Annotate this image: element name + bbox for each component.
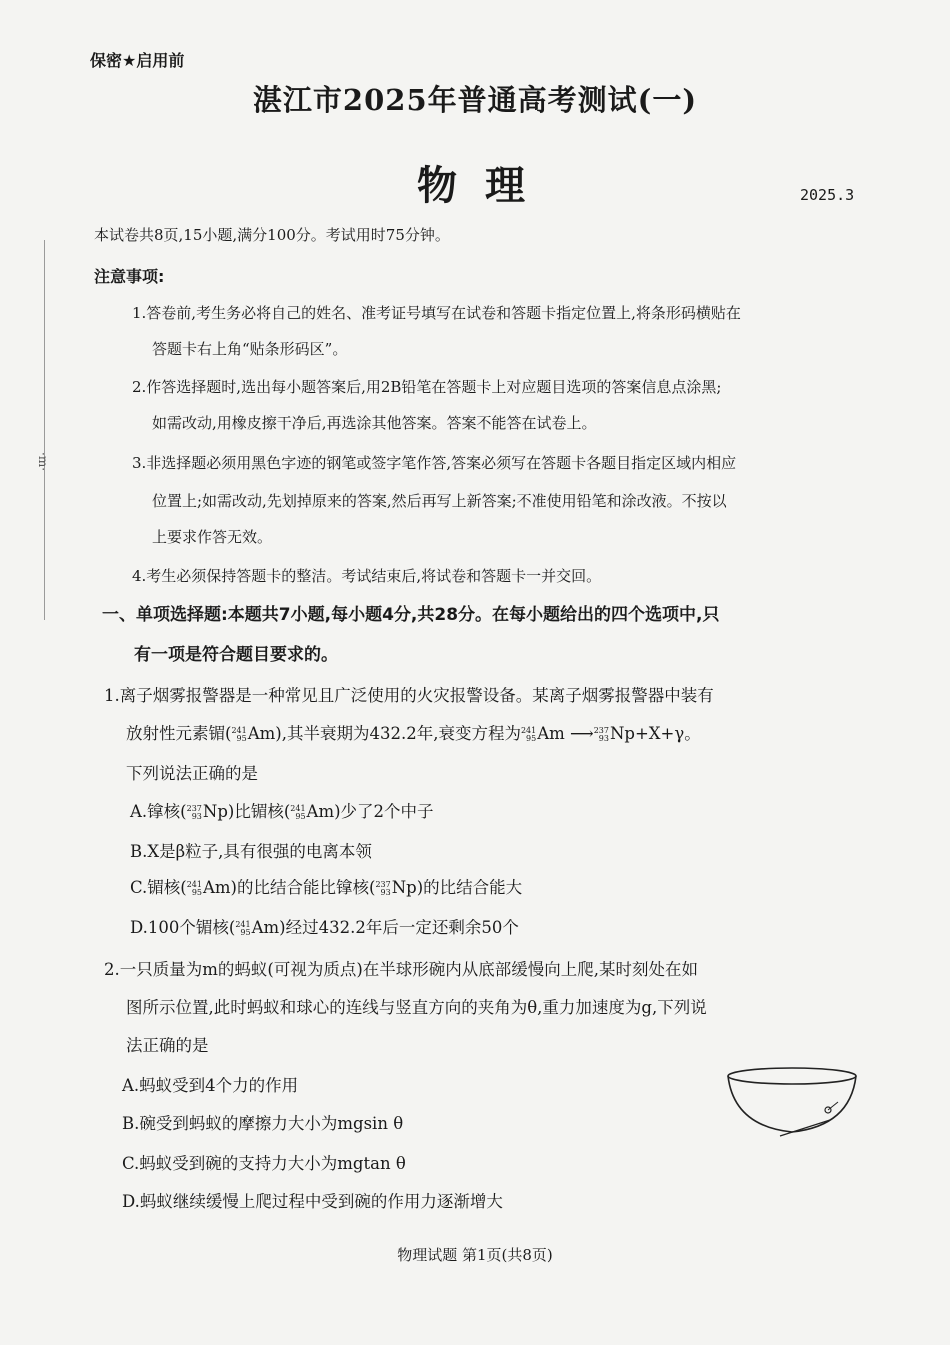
binding-margin-mark: ·m· [36, 452, 50, 472]
question-1-line: 下列说法正确的是 [126, 764, 258, 783]
page-footer: 物理试题 第1页(共8页) [397, 1246, 553, 1264]
binding-margin-line [44, 240, 45, 620]
q1-option-a[interactable]: A.镎核(237 93Np)比镅核(241 95Am)少了2个中子 [130, 802, 434, 821]
q2-option-c[interactable]: C.蚂蚁受到碗的支持力大小为mgtan θ [122, 1154, 406, 1173]
question-1-line [126, 720, 701, 744]
notice-line: 1.答卷前,考生务必将自己的姓名、准考证号填写在试卷和答题卡指定位置上,将条形码横贴在 [132, 304, 741, 322]
notice-line: 4.考生必须保持答题卡的整洁。考试结束后,将试卷和答题卡一并交回。 [132, 567, 602, 585]
confidential-label: 保密★启用前 [90, 51, 185, 70]
isotope-am: 241 95 [186, 879, 202, 897]
q2-option-d[interactable]: D.蚂蚁继续缓慢上爬过程中受到碗的作用力逐渐增大 [122, 1192, 503, 1211]
ant-leg [828, 1102, 838, 1110]
exam-intro: 本试卷共8页,15小题,满分100分。考试用时75分钟。 [94, 226, 450, 244]
question-2-line: 2.一只质量为m的蚂蚁(可视为质点)在半球形碗内从底部缓慢向上爬,某时刻处在如 [104, 960, 699, 979]
q1-text: Np+X+γ。 [609, 724, 701, 743]
notice-line: 2.作答选择题时,选出每小题答案后,用2B铅笔在答题卡上对应题目选项的答案信息点涂黑; [132, 378, 722, 396]
isotope-np: 237 93 [375, 879, 391, 897]
notice-line: 答题卡右上角“贴条形码区”。 [152, 340, 348, 358]
q1-option-b[interactable]: B.X是β粒子,具有很强的电离本领 [130, 842, 372, 861]
bowl-figure [720, 1064, 870, 1144]
q2-option-b[interactable]: B.碗受到蚂蚁的摩擦力大小为mgsin θ [122, 1114, 404, 1133]
question-1-line: 1.离子烟雾报警器是一种常见且广泛使用的火灾报警设备。某离子烟雾报警器中装有 [104, 686, 714, 705]
question-2-line: 法正确的是 [126, 1036, 209, 1055]
q1-text: Am),其半衰期为432.2年,衰变方程为 [247, 724, 521, 743]
notice-line: 3.非选择题必须用黑色字迹的钢笔或签字笔作答,答案必须写在答题卡各题目指定区域内相应 [132, 454, 737, 472]
isotope-am: 241 95 [235, 919, 251, 937]
notice-line: 如需改动,用橡皮擦干净后,再选涂其他答案。答案不能答在试卷上。 [152, 414, 597, 432]
notice-line: 位置上;如需改动,先划掉原来的答案,然后再写上新答案;不准使用铅笔和涂改液。不按以 [152, 492, 727, 510]
bowl-rim [728, 1068, 856, 1084]
subject-title: 物理 [417, 162, 553, 209]
question-2-line: 图所示位置,此时蚂蚁和球心的连线与竖直方向的夹角为θ,重力加速度为g,下列说 [126, 998, 707, 1017]
isotope-am: 241 95 [520, 725, 537, 743]
isotope-am: 241 95 [231, 725, 247, 743]
section-heading: 一、单项选择题:本题共7小题,每小题4分,共28分。在每小题给出的四个选项中,只 [102, 605, 720, 625]
isotope-np: 237 93 [593, 725, 609, 743]
q1-text: 放射性元素镅( [126, 724, 232, 743]
q1-option-c[interactable]: C.镅核(241 95Am)的比结合能比镎核(237 93Np)的比结合能大 [130, 878, 523, 897]
q2-option-a[interactable]: A.蚂蚁受到4个力的作用 [122, 1076, 299, 1095]
isotope-np: 237 93 [186, 803, 202, 821]
q1-option-d[interactable]: D.100个镅核(241 95Am)经过432.2年后一定还剩余50个 [130, 918, 519, 937]
bowl-base-line [780, 1120, 830, 1136]
q1-text: Am ⟶ [537, 724, 594, 743]
notice-heading: 注意事项: [94, 267, 165, 286]
isotope-am: 241 95 [290, 803, 306, 821]
exam-date: 2025.3 [800, 186, 855, 204]
notice-line: 上要求作答无效。 [152, 528, 273, 546]
exam-title: 湛江市2025年普通高考测试(一) [252, 83, 698, 117]
section-heading-cont: 有一项是符合题目要求的。 [134, 645, 338, 665]
